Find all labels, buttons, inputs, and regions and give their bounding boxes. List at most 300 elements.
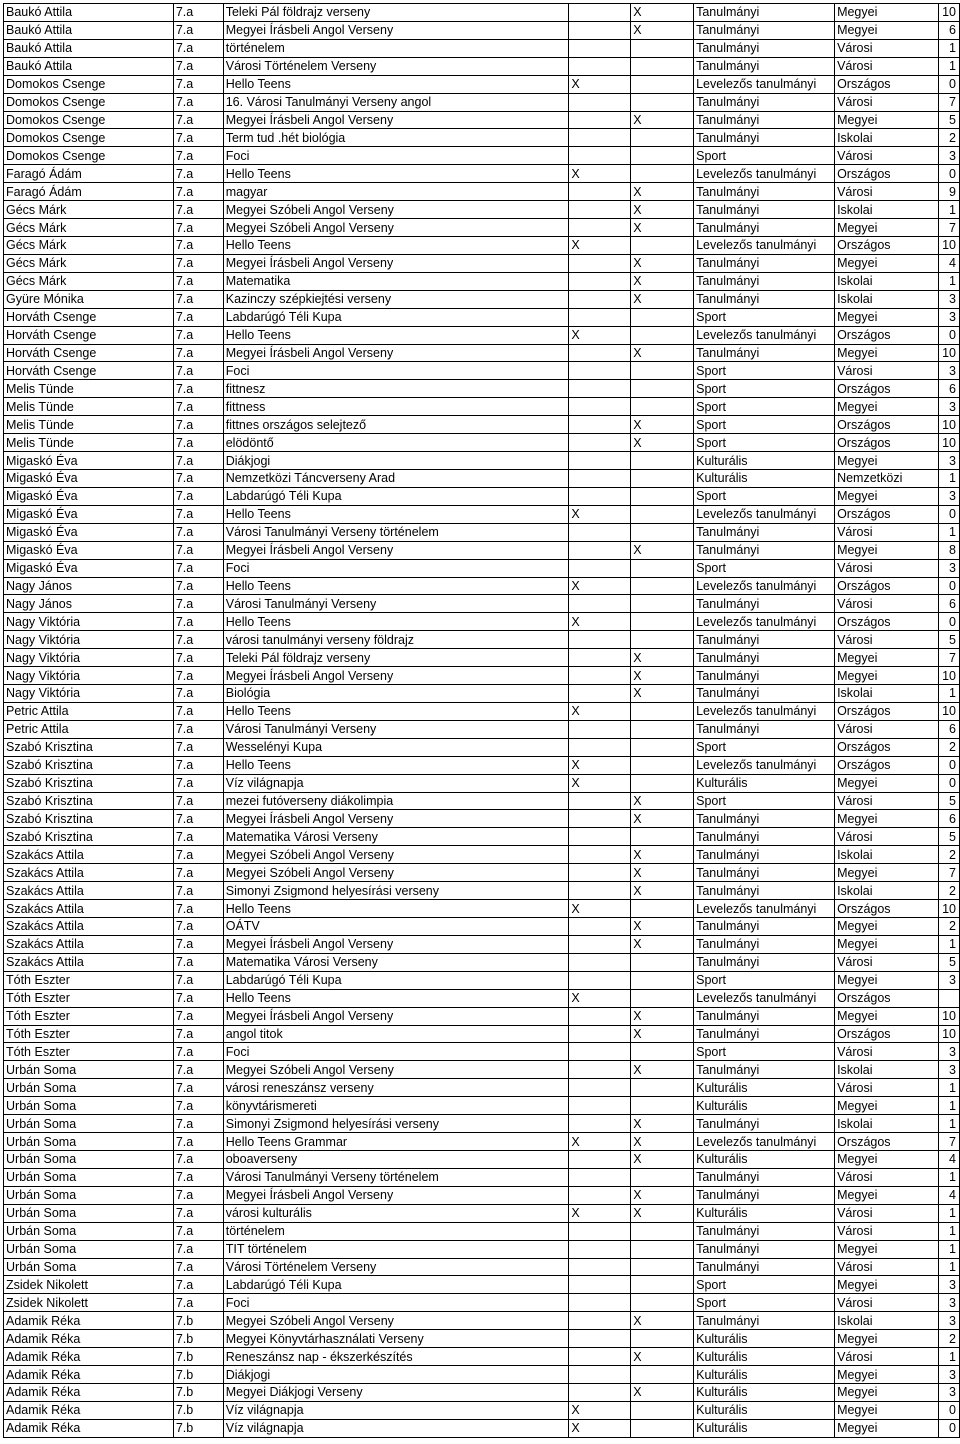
category-cell: Tanulmányi: [694, 254, 835, 272]
class-cell: 7.a: [173, 434, 223, 452]
table-row: [4, 1133, 960, 1151]
mark-2-cell: X: [631, 882, 694, 900]
level-cell: Városi: [835, 1079, 939, 1097]
class-cell: 7.b: [173, 1330, 223, 1348]
level-cell: Országos: [835, 989, 939, 1007]
level-cell: Iskolai: [835, 129, 939, 147]
table-row: [4, 523, 960, 541]
mark-1-cell: X: [569, 702, 631, 720]
competition-cell: Foci: [223, 1294, 569, 1312]
mark-1-cell: [569, 864, 631, 882]
level-cell: Országos: [835, 1025, 939, 1043]
table-row: [4, 434, 960, 452]
result-cell: 5: [938, 111, 959, 129]
result-cell: 2: [938, 918, 959, 936]
mark-1-cell: [569, 846, 631, 864]
student-name-cell: Migaskó Éva: [4, 469, 174, 487]
student-name-cell: Tóth Eszter: [4, 1043, 174, 1061]
level-cell: Megyei: [835, 398, 939, 416]
level-cell: Nemzetközi: [835, 469, 939, 487]
mark-1-cell: [569, 183, 631, 201]
mark-2-cell: [631, 165, 694, 183]
mark-1-cell: [569, 882, 631, 900]
student-name-cell: Urbán Soma: [4, 1168, 174, 1186]
class-cell: 7.b: [173, 1348, 223, 1366]
level-cell: Városi: [835, 1258, 939, 1276]
student-name-cell: Szakács Attila: [4, 935, 174, 953]
category-cell: Tanulmányi: [694, 1222, 835, 1240]
result-cell: 3: [938, 362, 959, 380]
category-cell: Tanulmányi: [694, 272, 835, 290]
mark-1-cell: [569, 1276, 631, 1294]
student-name-cell: Urbán Soma: [4, 1151, 174, 1169]
competition-cell: elödöntő: [223, 434, 569, 452]
competition-cell: angol titok: [223, 1025, 569, 1043]
table-row: [4, 971, 960, 989]
mark-2-cell: [631, 1168, 694, 1186]
category-cell: Tanulmányi: [694, 631, 835, 649]
table-row: [4, 1258, 960, 1276]
level-cell: Országos: [835, 613, 939, 631]
mark-2-cell: [631, 1240, 694, 1258]
mark-1-cell: [569, 254, 631, 272]
result-cell: 1: [938, 1240, 959, 1258]
competition-cell: Városi Tanulmányi Verseny: [223, 720, 569, 738]
competition-cell: Megyei Írásbeli Angol Verseny: [223, 21, 569, 39]
table-row: [4, 290, 960, 308]
class-cell: 7.b: [173, 1383, 223, 1401]
mark-2-cell: X: [631, 219, 694, 237]
category-cell: Tanulmányi: [694, 1025, 835, 1043]
class-cell: 7.a: [173, 882, 223, 900]
mark-1-cell: [569, 147, 631, 165]
category-cell: Kulturális: [694, 1366, 835, 1384]
table-row: [4, 469, 960, 487]
mark-1-cell: X: [569, 1204, 631, 1222]
level-cell: Megyei: [835, 935, 939, 953]
level-cell: Országos: [835, 326, 939, 344]
class-cell: 7.a: [173, 505, 223, 523]
student-name-cell: Szabó Krisztina: [4, 774, 174, 792]
result-cell: 10: [938, 434, 959, 452]
level-cell: Országos: [835, 738, 939, 756]
mark-1-cell: [569, 1330, 631, 1348]
category-cell: Tanulmányi: [694, 935, 835, 953]
result-cell: 3: [938, 1366, 959, 1384]
category-cell: Tanulmányi: [694, 649, 835, 667]
class-cell: 7.a: [173, 1294, 223, 1312]
mark-1-cell: X: [569, 1419, 631, 1437]
table-row: [4, 649, 960, 667]
class-cell: 7.a: [173, 989, 223, 1007]
result-cell: 3: [938, 308, 959, 326]
competition-cell: Víz világnapja: [223, 774, 569, 792]
category-cell: Sport: [694, 434, 835, 452]
mark-1-cell: [569, 111, 631, 129]
mark-1-cell: [569, 1007, 631, 1025]
level-cell: Országos: [835, 75, 939, 93]
result-cell: 2: [938, 738, 959, 756]
result-cell: 1: [938, 1097, 959, 1115]
category-cell: Tanulmányi: [694, 1168, 835, 1186]
category-cell: Tanulmányi: [694, 1240, 835, 1258]
student-name-cell: Nagy Viktória: [4, 685, 174, 703]
category-cell: Tanulmányi: [694, 667, 835, 685]
student-name-cell: Gyüre Mónika: [4, 290, 174, 308]
class-cell: 7.a: [173, 1151, 223, 1169]
table-row: [4, 595, 960, 613]
competition-cell: Matematika: [223, 272, 569, 290]
competition-cell: Városi Tanulmányi Verseny történelem: [223, 523, 569, 541]
result-cell: 0: [938, 756, 959, 774]
student-name-cell: Melis Tünde: [4, 380, 174, 398]
result-cell: 4: [938, 1151, 959, 1169]
level-cell: Megyei: [835, 1383, 939, 1401]
mark-2-cell: X: [631, 1312, 694, 1330]
mark-1-cell: [569, 1383, 631, 1401]
mark-1-cell: [569, 380, 631, 398]
level-cell: Városi: [835, 57, 939, 75]
category-cell: Tanulmányi: [694, 953, 835, 971]
mark-2-cell: X: [631, 344, 694, 362]
mark-2-cell: [631, 953, 694, 971]
result-cell: 6: [938, 380, 959, 398]
competition-cell: Hello Teens: [223, 613, 569, 631]
class-cell: 7.a: [173, 1061, 223, 1079]
mark-2-cell: [631, 702, 694, 720]
category-cell: Sport: [694, 362, 835, 380]
mark-2-cell: [631, 505, 694, 523]
table-row: [4, 1097, 960, 1115]
class-cell: 7.a: [173, 344, 223, 362]
category-cell: Levelezős tanulmányi: [694, 165, 835, 183]
category-cell: Sport: [694, 738, 835, 756]
mark-2-cell: X: [631, 254, 694, 272]
student-name-cell: Adamik Réka: [4, 1330, 174, 1348]
mark-2-cell: [631, 236, 694, 254]
result-cell: 7: [938, 1133, 959, 1151]
level-cell: Városi: [835, 953, 939, 971]
competition-cell: Hello Teens: [223, 326, 569, 344]
competition-cell: Teleki Pál földrajz verseny: [223, 649, 569, 667]
category-cell: Tanulmányi: [694, 541, 835, 559]
level-cell: Megyei: [835, 1401, 939, 1419]
category-cell: Kulturális: [694, 774, 835, 792]
level-cell: Városi: [835, 1294, 939, 1312]
student-name-cell: Szakács Attila: [4, 882, 174, 900]
competition-cell: Hello Teens: [223, 900, 569, 918]
table-row: [4, 1330, 960, 1348]
class-cell: 7.a: [173, 290, 223, 308]
class-cell: 7.a: [173, 1133, 223, 1151]
table-row: [4, 918, 960, 936]
level-cell: Megyei: [835, 1276, 939, 1294]
table-row: [4, 75, 960, 93]
student-name-cell: Adamik Réka: [4, 1366, 174, 1384]
class-cell: 7.a: [173, 559, 223, 577]
competition-cell: Hello Teens: [223, 505, 569, 523]
mark-2-cell: X: [631, 290, 694, 308]
mark-2-cell: [631, 756, 694, 774]
result-cell: 10: [938, 702, 959, 720]
student-name-cell: Szakács Attila: [4, 900, 174, 918]
table-row: [4, 1419, 960, 1437]
level-cell: Városi: [835, 1204, 939, 1222]
competition-cell: Labdarúgó Téli Kupa: [223, 971, 569, 989]
mark-1-cell: [569, 290, 631, 308]
result-cell: 3: [938, 290, 959, 308]
competition-cell: Megyei Írásbeli Angol Verseny: [223, 254, 569, 272]
class-cell: 7.a: [173, 380, 223, 398]
level-cell: Városi: [835, 720, 939, 738]
class-cell: 7.a: [173, 129, 223, 147]
table-row: [4, 362, 960, 380]
class-cell: 7.a: [173, 685, 223, 703]
mark-2-cell: [631, 469, 694, 487]
result-cell: 1: [938, 935, 959, 953]
class-cell: 7.a: [173, 900, 223, 918]
result-cell: 10: [938, 667, 959, 685]
table-row: [4, 631, 960, 649]
category-cell: Tanulmányi: [694, 111, 835, 129]
result-cell: 7: [938, 649, 959, 667]
level-cell: Megyei: [835, 1007, 939, 1025]
category-cell: Levelezős tanulmányi: [694, 613, 835, 631]
class-cell: 7.a: [173, 846, 223, 864]
mark-2-cell: [631, 129, 694, 147]
table-row: [4, 1366, 960, 1384]
result-cell: 4: [938, 254, 959, 272]
student-name-cell: Gécs Márk: [4, 201, 174, 219]
level-cell: Városi: [835, 595, 939, 613]
competition-cell: városi kulturális: [223, 1204, 569, 1222]
student-name-cell: Baukó Attila: [4, 39, 174, 57]
table-row: [4, 308, 960, 326]
table-row: [4, 1168, 960, 1186]
category-cell: Levelezős tanulmányi: [694, 702, 835, 720]
class-cell: 7.a: [173, 1043, 223, 1061]
category-cell: Levelezős tanulmányi: [694, 1133, 835, 1151]
result-cell: 6: [938, 595, 959, 613]
level-cell: Országos: [835, 702, 939, 720]
result-cell: 0: [938, 613, 959, 631]
student-name-cell: Gécs Márk: [4, 236, 174, 254]
mark-2-cell: X: [631, 810, 694, 828]
mark-2-cell: [631, 1294, 694, 1312]
class-cell: 7.a: [173, 792, 223, 810]
class-cell: 7.a: [173, 667, 223, 685]
category-cell: Tanulmányi: [694, 39, 835, 57]
student-name-cell: Urbán Soma: [4, 1204, 174, 1222]
result-cell: 1: [938, 1168, 959, 1186]
competition-cell: Hello Teens Grammar: [223, 1133, 569, 1151]
class-cell: 7.b: [173, 1419, 223, 1437]
level-cell: Városi: [835, 147, 939, 165]
mark-2-cell: [631, 720, 694, 738]
student-name-cell: Faragó Ádám: [4, 183, 174, 201]
table-row: [4, 559, 960, 577]
competition-cell: Városi Tanulmányi Verseny: [223, 595, 569, 613]
mark-1-cell: [569, 93, 631, 111]
mark-1-cell: [569, 362, 631, 380]
result-cell: 3: [938, 1061, 959, 1079]
student-name-cell: Adamik Réka: [4, 1312, 174, 1330]
result-cell: 2: [938, 129, 959, 147]
level-cell: Megyei: [835, 649, 939, 667]
competition-cell: Városi Történelem Verseny: [223, 1258, 569, 1276]
competition-cell: történelem: [223, 1222, 569, 1240]
mark-2-cell: [631, 1079, 694, 1097]
level-cell: Megyei: [835, 810, 939, 828]
class-cell: 7.a: [173, 577, 223, 595]
competition-cell: városi reneszánsz verseny: [223, 1079, 569, 1097]
mark-1-cell: [569, 1115, 631, 1133]
class-cell: 7.a: [173, 201, 223, 219]
table-row: [4, 1186, 960, 1204]
class-cell: 7.a: [173, 774, 223, 792]
mark-1-cell: [569, 810, 631, 828]
mark-2-cell: [631, 1330, 694, 1348]
table-row: [4, 1204, 960, 1222]
result-cell: 2: [938, 1330, 959, 1348]
mark-2-cell: X: [631, 649, 694, 667]
student-name-cell: Szabó Krisztina: [4, 756, 174, 774]
mark-1-cell: [569, 1025, 631, 1043]
class-cell: 7.b: [173, 1401, 223, 1419]
table-row: [4, 1222, 960, 1240]
level-cell: Megyei: [835, 1151, 939, 1169]
mark-1-cell: [569, 631, 631, 649]
mark-1-cell: [569, 1240, 631, 1258]
table-row: [4, 1276, 960, 1294]
mark-1-cell: [569, 1348, 631, 1366]
mark-2-cell: [631, 738, 694, 756]
result-cell: 4: [938, 1186, 959, 1204]
class-cell: 7.a: [173, 649, 223, 667]
mark-2-cell: [631, 971, 694, 989]
mark-1-cell: [569, 523, 631, 541]
competition-cell: Matematika Városi Verseny: [223, 828, 569, 846]
result-cell: 0: [938, 577, 959, 595]
table-row: [4, 828, 960, 846]
competition-cell: Labdarúgó Téli Kupa: [223, 1276, 569, 1294]
mark-1-cell: [569, 971, 631, 989]
mark-1-cell: [569, 469, 631, 487]
result-cell: 5: [938, 631, 959, 649]
mark-2-cell: X: [631, 846, 694, 864]
class-cell: 7.a: [173, 1258, 223, 1276]
level-cell: Városi: [835, 1222, 939, 1240]
result-cell: 8: [938, 541, 959, 559]
student-name-cell: Domokos Csenge: [4, 147, 174, 165]
student-name-cell: Horváth Csenge: [4, 344, 174, 362]
competition-cell: fittnes országos selejtező: [223, 416, 569, 434]
category-cell: Tanulmányi: [694, 1007, 835, 1025]
class-cell: 7.a: [173, 810, 223, 828]
student-name-cell: Adamik Réka: [4, 1348, 174, 1366]
mark-2-cell: X: [631, 201, 694, 219]
competition-cell: Megyei Szóbeli Angol Verseny: [223, 846, 569, 864]
result-cell: 3: [938, 1276, 959, 1294]
table-row: [4, 380, 960, 398]
mark-1-cell: X: [569, 756, 631, 774]
result-cell: 1: [938, 1348, 959, 1366]
competition-cell: Megyei Írásbeli Angol Verseny: [223, 1007, 569, 1025]
mark-1-cell: [569, 541, 631, 559]
competition-cell: Teleki Pál földrajz verseny: [223, 4, 569, 22]
mark-1-cell: [569, 1258, 631, 1276]
mark-2-cell: [631, 828, 694, 846]
mark-1-cell: [569, 1043, 631, 1061]
student-name-cell: Zsidek Nikolett: [4, 1294, 174, 1312]
mark-2-cell: X: [631, 935, 694, 953]
result-cell: 3: [938, 559, 959, 577]
level-cell: Városi: [835, 183, 939, 201]
level-cell: Megyei: [835, 254, 939, 272]
mark-1-cell: [569, 129, 631, 147]
competition-cell: Hello Teens: [223, 577, 569, 595]
table-row: [4, 39, 960, 57]
result-cell: 10: [938, 1007, 959, 1025]
result-cell: 10: [938, 344, 959, 362]
category-cell: Sport: [694, 487, 835, 505]
mark-2-cell: [631, 900, 694, 918]
category-cell: Kulturális: [694, 1348, 835, 1366]
table-row: [4, 201, 960, 219]
result-cell: 1: [938, 685, 959, 703]
mark-2-cell: X: [631, 667, 694, 685]
mark-2-cell: X: [631, 272, 694, 290]
class-cell: 7.a: [173, 326, 223, 344]
table-row: [4, 21, 960, 39]
table-row: [4, 900, 960, 918]
student-name-cell: Faragó Ádám: [4, 165, 174, 183]
competition-cell: Simonyi Zsigmond helyesírási verseny: [223, 1115, 569, 1133]
class-cell: 7.a: [173, 738, 223, 756]
mark-1-cell: [569, 1294, 631, 1312]
mark-2-cell: [631, 523, 694, 541]
mark-1-cell: [569, 953, 631, 971]
mark-1-cell: [569, 4, 631, 22]
table-row: [4, 1115, 960, 1133]
class-cell: 7.a: [173, 595, 223, 613]
table-row: [4, 1043, 960, 1061]
class-cell: 7.a: [173, 523, 223, 541]
mark-2-cell: [631, 75, 694, 93]
competition-cell: Foci: [223, 147, 569, 165]
student-name-cell: Tóth Eszter: [4, 1025, 174, 1043]
category-cell: Tanulmányi: [694, 595, 835, 613]
class-cell: 7.a: [173, 1276, 223, 1294]
class-cell: 7.a: [173, 1097, 223, 1115]
table-row: [4, 846, 960, 864]
competition-cell: Megyei Könyvtárhasználati Verseny: [223, 1330, 569, 1348]
mark-1-cell: X: [569, 326, 631, 344]
student-name-cell: Migaskó Éva: [4, 452, 174, 470]
class-cell: 7.a: [173, 236, 223, 254]
class-cell: 7.a: [173, 541, 223, 559]
class-cell: 7.a: [173, 828, 223, 846]
mark-1-cell: X: [569, 1133, 631, 1151]
mark-1-cell: [569, 452, 631, 470]
class-cell: 7.a: [173, 1079, 223, 1097]
competition-cell: Hello Teens: [223, 989, 569, 1007]
category-cell: Kulturális: [694, 452, 835, 470]
level-cell: Iskolai: [835, 201, 939, 219]
level-cell: Iskolai: [835, 1061, 939, 1079]
class-cell: 7.a: [173, 39, 223, 57]
mark-1-cell: [569, 219, 631, 237]
